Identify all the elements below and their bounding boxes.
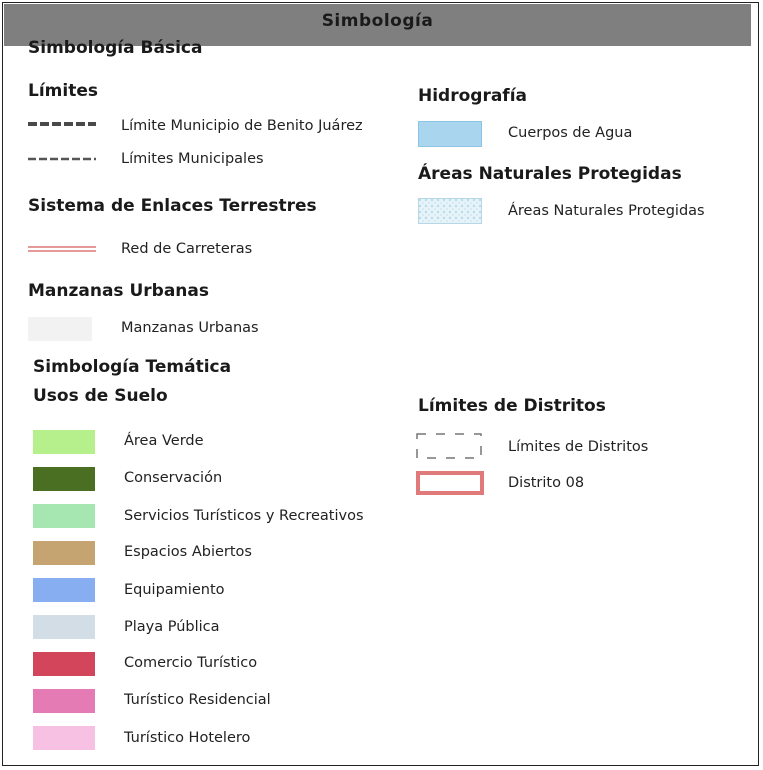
- legend-title: Simbología: [321, 11, 434, 31]
- open-spaces-swatch-icon: [33, 541, 95, 565]
- conservation-swatch-icon: [33, 467, 95, 491]
- legend-label-equipment: Equipamiento: [124, 582, 225, 598]
- manzanas-title: Manzanas Urbanas: [28, 281, 209, 301]
- legend-label-tourist-residential: Turístico Residencial: [124, 692, 271, 708]
- usos-title: Usos de Suelo: [33, 386, 168, 406]
- hidrografia-title: Hidrografía: [418, 86, 528, 106]
- municipal-limits-line-icon: [28, 153, 96, 165]
- urban-blocks-swatch-icon: [28, 317, 92, 341]
- limites-title: Límites: [28, 81, 98, 101]
- equipment-swatch-icon: [33, 578, 95, 602]
- legend-label-municipio-limit: Límite Municipio de Benito Juárez: [121, 118, 363, 134]
- legend-label-green-area: Área Verde: [124, 433, 204, 449]
- legend-label-public-beach: Playa Pública: [124, 619, 220, 635]
- public-beach-swatch-icon: [33, 615, 95, 639]
- municipio-limit-line-icon: [28, 118, 96, 130]
- basic-title: Simbología Básica: [28, 38, 203, 58]
- protected-areas-swatch-icon: [418, 198, 482, 224]
- tourist-commerce-swatch-icon: [33, 652, 95, 676]
- legend-label-open-spaces: Espacios Abiertos: [124, 544, 252, 560]
- tematica-title: Simbología Temática: [33, 357, 232, 377]
- tourist-hotel-swatch-icon: [33, 726, 95, 750]
- legend-label-protected-areas: Áreas Naturales Protegidas: [508, 203, 705, 219]
- road-network-line-icon: [28, 243, 96, 255]
- legend-label-roads: Red de Carreteras: [121, 241, 253, 257]
- tourist-residential-swatch-icon: [33, 689, 95, 713]
- legend-label-municipal-limits: Límites Municipales: [121, 151, 264, 167]
- water-bodies-swatch-icon: [418, 121, 482, 147]
- legend-frame: [2, 2, 759, 766]
- legend-label-tourist-commerce: Comercio Turístico: [124, 655, 258, 671]
- anp-title: Áreas Naturales Protegidas: [418, 164, 682, 184]
- district-limits-dashed-box-icon: [416, 433, 482, 459]
- green-area-swatch-icon: [33, 430, 95, 454]
- enlaces-title: Sistema de Enlaces Terrestres: [28, 196, 317, 216]
- district-08-box-icon: [416, 471, 484, 495]
- legend-label-conservation: Conservación: [124, 470, 223, 486]
- legend-label-water-bodies: Cuerpos de Agua: [508, 125, 633, 141]
- legend-label-urban-blocks: Manzanas Urbanas: [121, 320, 259, 336]
- legend-label-district-08: Distrito 08: [508, 475, 585, 491]
- legend-label-district-limits: Límites de Distritos: [508, 439, 649, 455]
- legend-label-tourist-services: Servicios Turísticos y Recreativos: [124, 508, 364, 524]
- tourist-services-swatch-icon: [33, 504, 95, 528]
- distritos-title: Límites de Distritos: [418, 396, 606, 416]
- legend-label-tourist-hotel: Turístico Hotelero: [124, 730, 251, 746]
